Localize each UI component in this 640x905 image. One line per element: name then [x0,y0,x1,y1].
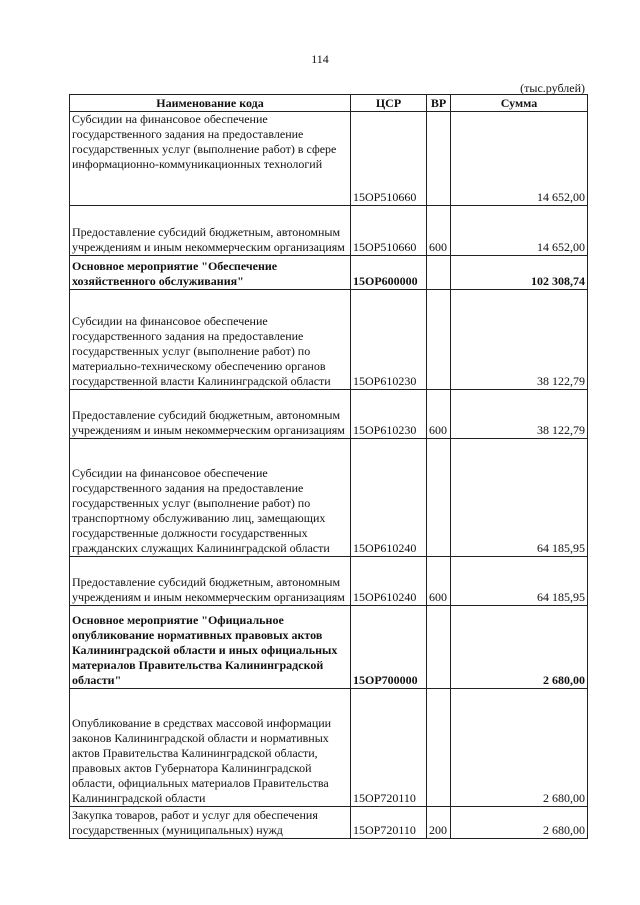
row-sum: 38 122,79 [451,390,588,439]
row-name: Закупка товаров, работ и услуг для обеспечения государственных (муниципальных) нужд [70,807,351,839]
table-row [70,390,588,439]
row-csr: 15ОР700000 [351,606,427,689]
row-vr [427,689,451,807]
page-number: 114 [311,52,329,66]
row-name: Основное мероприятие "Официальное опубликование нормативных правовых актов Калининградской области и иных официальных материалов Правительства Калининградской области" [70,606,351,689]
table-row [70,112,588,206]
row-csr: 15ОР610240 [351,557,427,606]
row-sum: 14 652,00 [451,112,588,206]
row-csr: 15ОР510660 [351,206,427,256]
row-vr: 600 [427,206,451,256]
header-sum: Сумма [451,95,588,112]
row-csr: 15ОР720110 [351,807,427,839]
header-vr: ВР [427,95,451,112]
table-row [70,557,588,606]
row-sum: 102 308,74 [451,256,588,290]
row-csr: 15ОР720110 [351,689,427,807]
row-vr [427,256,451,290]
header-csr: ЦСР [351,95,427,112]
row-csr: 15ОР610230 [351,390,427,439]
row-vr: 200 [427,807,451,839]
table-row [70,290,588,390]
row-name: Основное мероприятие "Обеспечение хозяйственного обслуживания" [70,256,351,290]
row-sum: 64 185,95 [451,439,588,557]
row-csr: 15ОР610230 [351,290,427,390]
table-row [70,439,588,557]
row-sum: 64 185,95 [451,557,588,606]
row-vr [427,439,451,557]
row-csr: 15ОР610240 [351,439,427,557]
row-vr: 600 [427,390,451,439]
row-name: Предоставление субсидий бюджетным, автономным учреждениям и иным некоммерческим организациям [70,557,351,606]
table-row [70,206,588,256]
row-sum: 2 680,00 [451,807,588,839]
table-row [70,689,588,807]
row-name: Субсидии на финансовое обеспечение государственного задания на предоставление государственных услуг (выполнение работ) по транспортному обслуживанию лиц, замещающих государственные должности государственных гражданских служащих Калининградской области [70,439,351,557]
row-sum: 14 652,00 [451,206,588,256]
row-vr: 600 [427,557,451,606]
row-sum: 2 680,00 [451,606,588,689]
table-row [70,256,588,290]
row-vr [427,606,451,689]
budget-table [69,94,588,839]
row-name: Предоставление субсидий бюджетным, автономным учреждениям и иным некоммерческим организациям [70,390,351,439]
row-vr [427,290,451,390]
row-vr [427,112,451,206]
table-row [70,807,588,839]
row-csr: 15ОР510660 [351,112,427,206]
row-sum: 38 122,79 [451,290,588,390]
table-header-row [70,95,588,112]
row-sum: 2 680,00 [451,689,588,807]
units-label: (тыс.рублей) [520,81,585,95]
table-row [70,606,588,689]
row-name: Субсидии на финансовое обеспечение государственного задания на предоставление государственных услуг (выполнение работ) по материально-техническому обеспечению органов государственной власти Калининградской области [70,290,351,390]
row-name: Субсидии на финансовое обеспечение государственного задания на предоставление государственных услуг (выполнение работ) в сфере информационно-коммуникационных технологий [70,112,351,206]
header-name: Наименование кода [70,95,351,112]
row-csr: 15ОР600000 [351,256,427,290]
row-name: Предоставление субсидий бюджетным, автономным учреждениям и иным некоммерческим организациям [70,206,351,256]
row-name: Опубликование в средствах массовой информации законов Калининградской области и нормативных актов Правительства Калининградской области, правовых актов Губернатора Калининградской области, официальных материалов Правительства Калининградской области [70,689,351,807]
